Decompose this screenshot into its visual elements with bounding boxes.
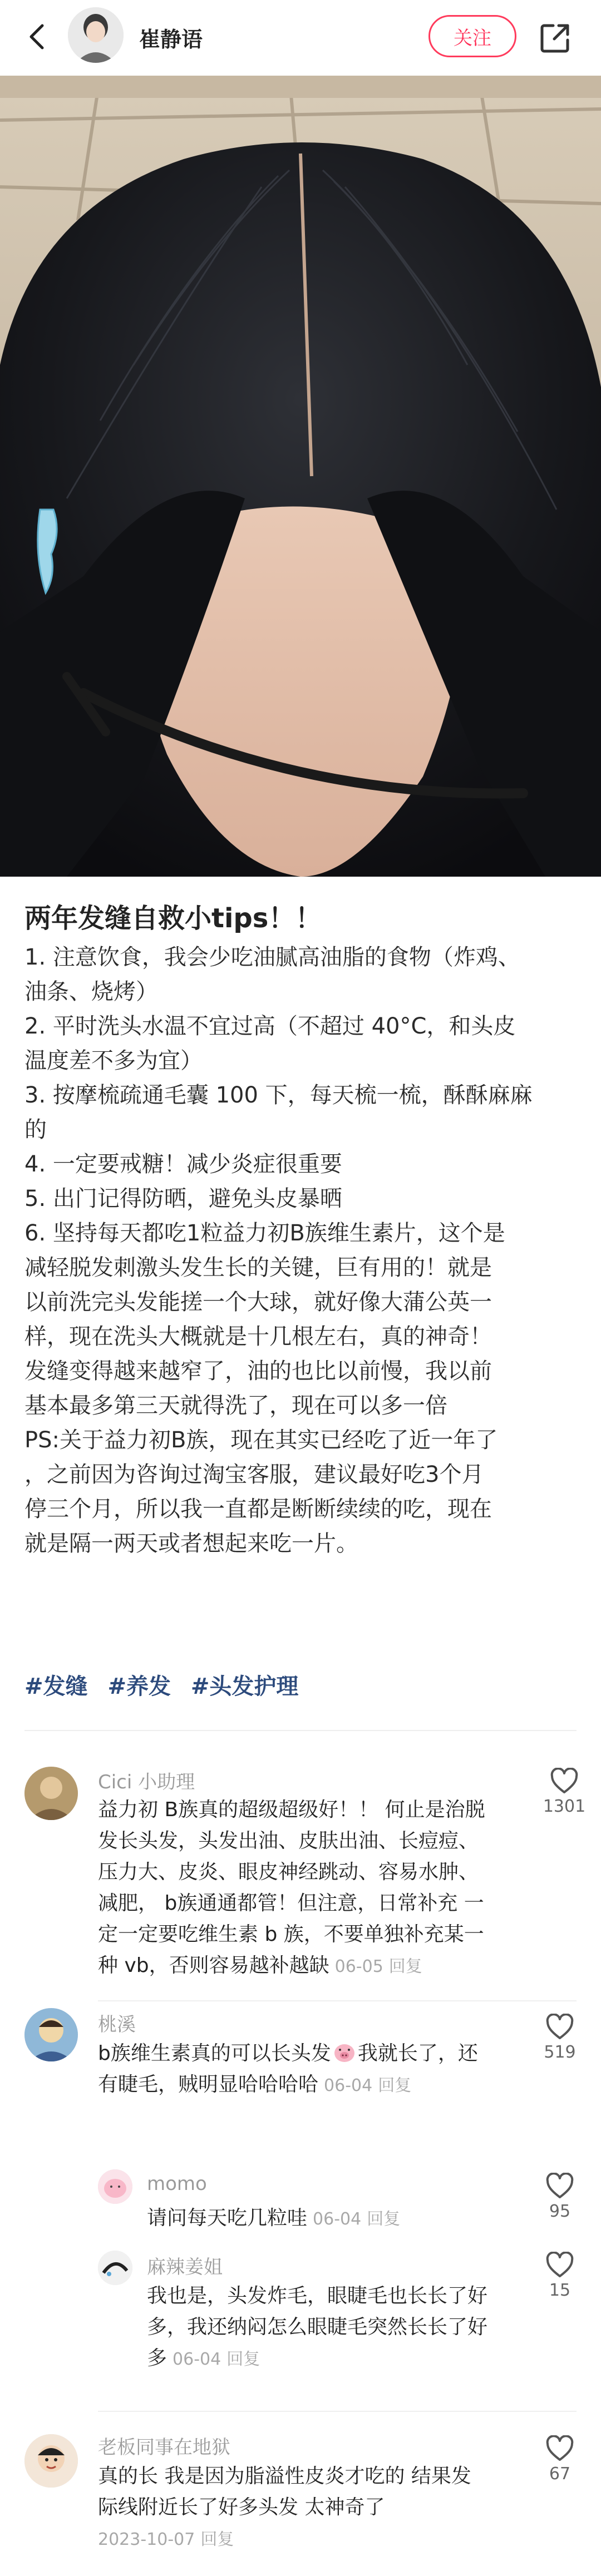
- heart-icon: [545, 2014, 574, 2040]
- post-body: [24, 940, 575, 1561]
- comment-line-text: 我就长了，还: [357, 2042, 478, 2065]
- like-count: 519: [544, 2043, 576, 2062]
- comment-line: [147, 2343, 531, 2375]
- comment-text: [147, 2203, 531, 2235]
- post-line: 4. 一定要戒糖！减少炎症很重要: [24, 1151, 342, 1177]
- commenter-name[interactable]: 麻辣姜姐: [147, 2256, 223, 2278]
- post-line: 油条、烧烤）: [24, 979, 158, 1005]
- like-button[interactable]: [542, 1768, 587, 1816]
- post-line: 3. 按摩梳疏通毛囊 100 下，每天梳一梳，酥酥麻麻: [24, 1082, 533, 1108]
- hashtag-row: [24, 1669, 311, 1700]
- post-photo[interactable]: [0, 76, 601, 877]
- reply-button[interactable]: 回复: [367, 2209, 401, 2229]
- post-line: 温度差不多为宜）: [24, 1048, 203, 1074]
- comment-line: 益力初 B族真的超级超级好！！ 何止是治脱: [98, 1798, 485, 1821]
- comment-line: 际线附近长了好多头发 太神奇了: [98, 2496, 385, 2519]
- comment-text: [147, 2281, 531, 2375]
- commenter-avatar[interactable]: [24, 2434, 78, 2488]
- commenter-name[interactable]: 老板同事在地狱: [98, 2436, 230, 2459]
- post-line: 2. 平时洗头水温不宜过高（不超过 40°C，和头皮: [24, 1013, 516, 1039]
- post-line: 5. 出门记得防晒，避免头皮暴晒: [24, 1186, 342, 1212]
- comment-text: [98, 1794, 532, 1982]
- heart-icon: [545, 2435, 574, 2462]
- like-count: 1301: [543, 1797, 586, 1816]
- top-bar: [0, 0, 601, 76]
- post-line: 样，现在洗头大概就是十几根左右，真的神奇！: [24, 1324, 492, 1349]
- comment-line-text: 多: [147, 2347, 168, 2370]
- like-button[interactable]: [538, 2252, 582, 2300]
- like-button[interactable]: [538, 2014, 582, 2062]
- comment-date: 2023-10-07: [98, 2530, 195, 2549]
- author-name[interactable]: 崔静语: [139, 27, 203, 52]
- like-button[interactable]: [538, 2173, 582, 2221]
- heart-icon: [545, 2173, 574, 2199]
- commenter-name[interactable]: 桃溪: [98, 2014, 136, 2036]
- comment-line: 减肥， b族通通都管！但注意，日常补充 一: [98, 1892, 484, 1915]
- post-line: 减轻脱发刺激头发生长的关键，巨有用的！就是: [24, 1255, 492, 1280]
- heart-icon: [545, 2252, 574, 2278]
- comment-line: 多，我还纳闷怎么眼睫毛突然长长了好: [147, 2316, 488, 2338]
- post-line: 发缝变得越来越窄了，油的也比以前慢，我以前: [24, 1358, 492, 1384]
- comment-date: 06-04: [313, 2209, 362, 2229]
- hashtag-link[interactable]: #发缝: [24, 1674, 88, 1699]
- reply-button[interactable]: 回复: [378, 2076, 412, 2095]
- back-arrow-icon[interactable]: [22, 21, 53, 52]
- heart-icon: [550, 1768, 579, 1794]
- post-line: 基本最多第三天就得洗了，现在可以多一倍: [24, 1393, 447, 1418]
- like-count: 15: [549, 2281, 571, 2300]
- post-line: 1. 注意饮食，我会少吃油腻高油脂的食物（炸鸡、: [24, 945, 520, 970]
- comment-line-text: 请问每天吃几粒哇: [147, 2207, 308, 2229]
- comment-line: [92, 2523, 532, 2555]
- post-line: 以前洗完头发能搓一个大球，就好像大蒲公英一: [24, 1289, 492, 1315]
- comment-date: 06-04: [173, 2350, 221, 2369]
- divider: [24, 1730, 577, 1731]
- post-line: PS:关于益力初B族，现在其实已经吃了近一年了: [24, 1427, 498, 1453]
- divider: [98, 2000, 577, 2001]
- hashtag-link[interactable]: #头发护理: [190, 1674, 299, 1699]
- commenter-name[interactable]: momo: [147, 2173, 207, 2195]
- reply-button[interactable]: 回复: [388, 1957, 422, 1976]
- comment-line-text: b族维生素真的可以长头发: [98, 2042, 331, 2065]
- post-line: ，之前因为咨询过淘宝客服，建议最好吃3个月: [24, 1462, 484, 1487]
- commenter-avatar[interactable]: [24, 1767, 78, 1820]
- like-count: 95: [549, 2202, 571, 2221]
- comment-line: 真的长 我是因为脂溢性皮炎才吃的 结果发: [98, 2465, 471, 2488]
- post-line: 就是隔一两天或者想起来吃一片。: [24, 1531, 358, 1556]
- commenter-avatar[interactable]: [24, 2008, 78, 2061]
- post-line: 6. 坚持每天都吃1粒益力初B族维生素片，这个是: [24, 1220, 505, 1246]
- reply-button[interactable]: 回复: [200, 2530, 234, 2549]
- comment-line: [98, 2069, 532, 2102]
- comment-line: [98, 1950, 532, 1982]
- comment-line-text: 有睫毛，贼明显哈哈哈哈: [98, 2073, 319, 2096]
- hashtag-link[interactable]: #养发: [107, 1674, 171, 1699]
- comment-line: [98, 2038, 532, 2069]
- commenter-name[interactable]: Cici 小助理: [98, 1771, 195, 1793]
- comment-line: 发长头发，头发出油、皮肤出油、长痘痘、: [98, 1830, 479, 1852]
- comment-text: [98, 2038, 532, 2102]
- commenter-avatar[interactable]: [98, 2169, 132, 2204]
- comment-date: 06-04: [324, 2076, 373, 2095]
- comment-date: 06-05: [334, 1957, 383, 1976]
- comment-line: [147, 2203, 531, 2235]
- follow-button[interactable]: 关注: [428, 15, 516, 57]
- commenter-avatar[interactable]: [98, 2251, 132, 2285]
- comment-line: 压力大、皮炎、眼皮神经跳动、容易水肿、: [98, 1861, 479, 1883]
- post-line: 停三个月，所以我一直都是断断续续的吃，现在: [24, 1496, 492, 1522]
- post-title: 两年发缝自救小tips！！: [24, 903, 322, 934]
- author-avatar[interactable]: [68, 7, 124, 63]
- reply-button[interactable]: 回复: [226, 2350, 260, 2369]
- divider: [98, 2411, 577, 2412]
- like-button[interactable]: [538, 2435, 582, 2484]
- like-count: 67: [549, 2464, 571, 2484]
- comment-text: [98, 2461, 532, 2555]
- pig-emoji-icon: [332, 2041, 357, 2063]
- comment-line: 定一定要吃维生素 b 族，不要单独补充某一: [98, 1923, 484, 1946]
- share-icon[interactable]: [538, 20, 573, 56]
- post-line: 的: [24, 1117, 47, 1143]
- comment-line-text: 种 vb，否则容易越补越缺: [98, 1954, 329, 1977]
- comment-line: 我也是，头发炸毛，眼睫毛也长长了好: [147, 2285, 488, 2307]
